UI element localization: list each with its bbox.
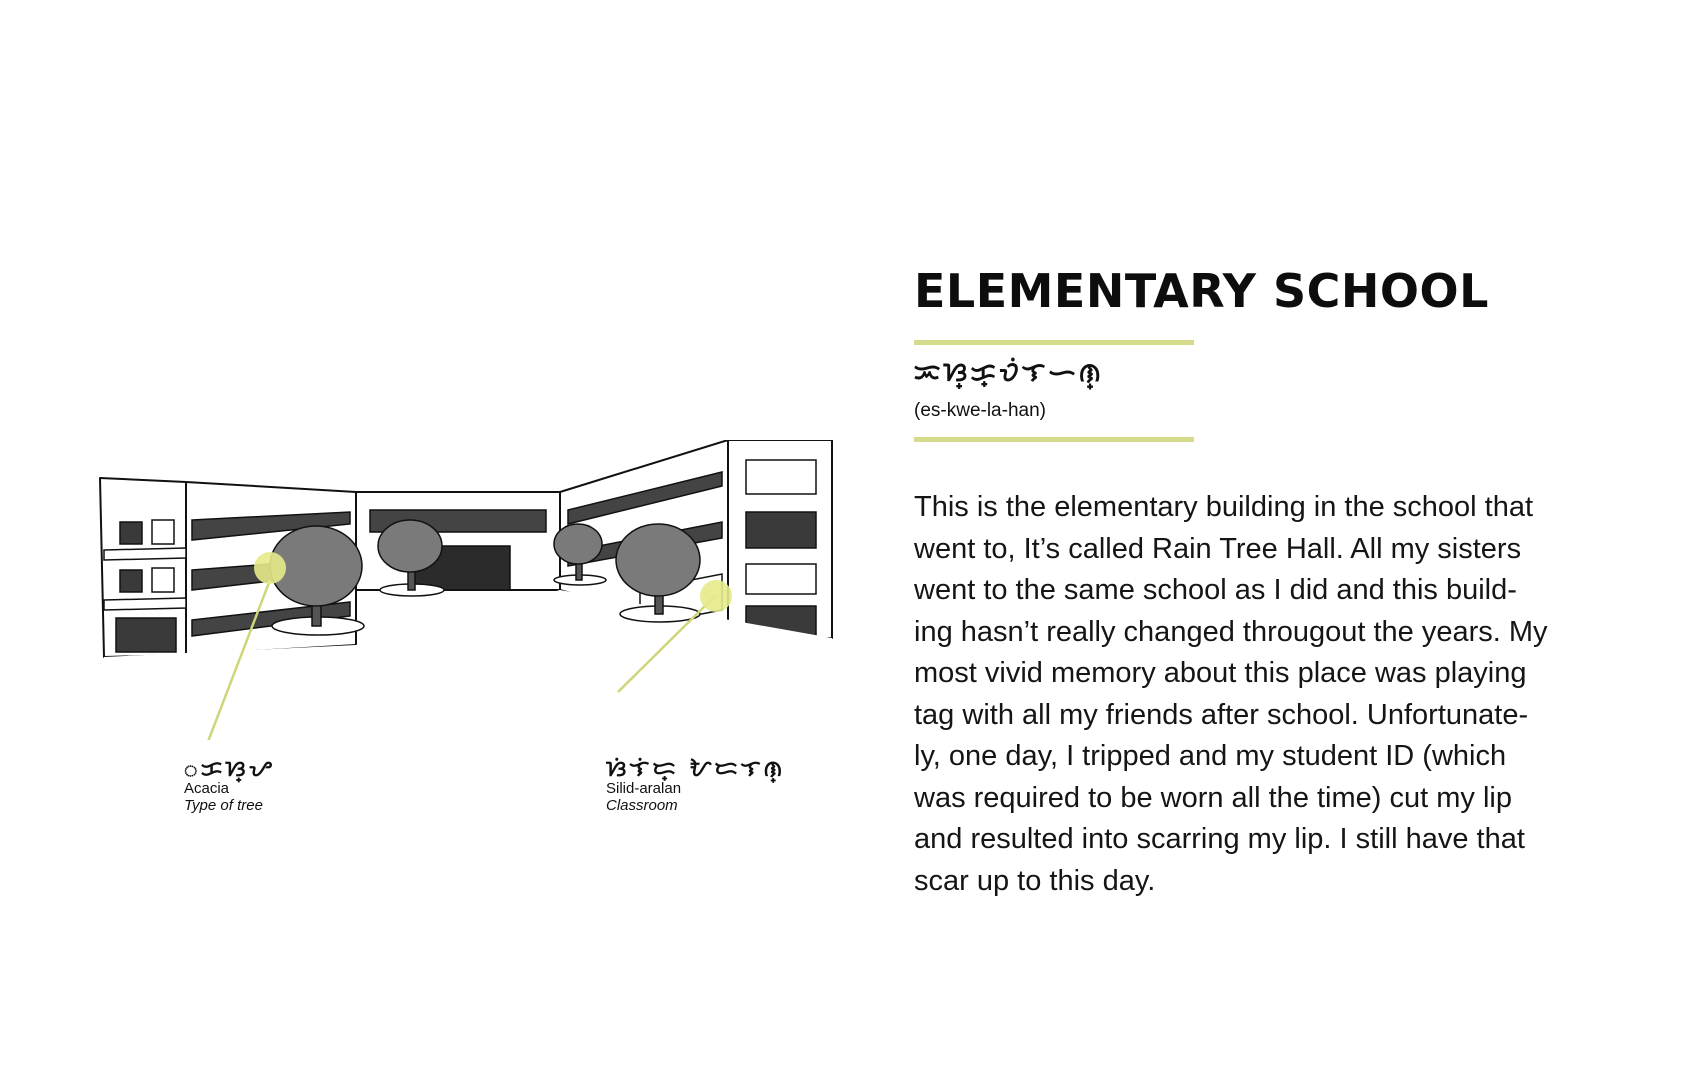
accent-rule-top: [914, 340, 1194, 345]
body-paragraph: This is the elementary building in the school that went to, It’s called Rain Tree Hall. All my sisters went to the same school as I did and this build- ing hasn’t really changed througout the years. My most vivid memory about this place was playing tag with all my friends after school. Unfortunate- ly, one day, I tripped and my student ID (which was required to be worn all the time) cut my lip and resulted into scarring my lip. I still have that scar up to this day.: [914, 491, 1548, 897]
accent-rule-bottom: [914, 437, 1194, 442]
school-building-illustration: [80, 440, 870, 740]
callout-acacia: [184, 758, 274, 815]
callout-classroom-description: Classroom: [606, 797, 678, 815]
callout-acacia-description: Type of tree: [184, 797, 263, 815]
callout-acacia-name: Acacia: [184, 780, 230, 797]
pronunciation: (es-kwe-la-han): [914, 400, 1046, 421]
callout-classroom: [606, 758, 785, 815]
callout-classroom-baybayin: ᜐᜒᜎᜒᜇ᜔ ᜀᜇᜎᜈ᜔: [606, 756, 786, 782]
callout-classroom-name: Silid-aralan: [606, 780, 682, 797]
page-title: ELEMENTARY SCHOOL: [914, 264, 1489, 318]
callout-acacia-baybayin: ᜀᜃᜐ᜔ᜌ: [184, 756, 275, 782]
baybayin-title: ᜁᜐ᜔ᜃ᜔ᜏᜒᜎᜑᜈ᜔: [914, 358, 1104, 388]
